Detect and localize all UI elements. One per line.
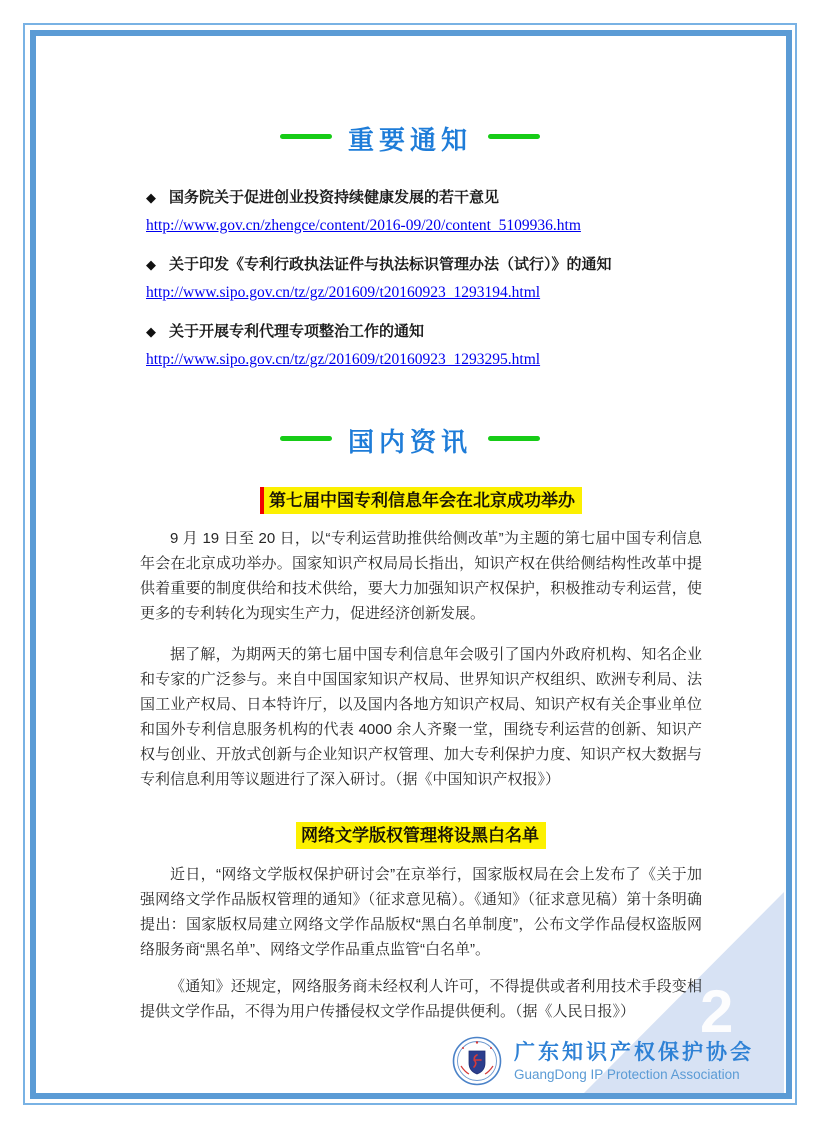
org-name-chinese: 广东知识产权保护协会	[514, 1040, 754, 1064]
section-header-important-notice	[36, 120, 784, 157]
notice-title: 国务院关于促进创业投资持续健康发展的若干意见	[169, 189, 500, 206]
notice-title: 关于开展专利代理专项整治工作的通知	[169, 323, 425, 340]
page-content	[36, 36, 784, 1094]
section-title: 重要通知	[347, 125, 472, 155]
article-headline: 网络文学版权管理将设黑白名单	[296, 822, 546, 849]
notice-item	[146, 321, 726, 370]
footer	[452, 1036, 754, 1086]
article-headline-row	[140, 487, 702, 514]
page-number: 2	[700, 978, 734, 1045]
article-headline-row	[140, 822, 702, 849]
notice-title-row	[146, 187, 726, 208]
notice-list	[146, 187, 726, 370]
association-logo-icon	[452, 1036, 502, 1086]
header-dash-right	[488, 436, 540, 441]
article-paragraph: 《通知》还规定，网络服务商未经权利人许可，不得提供或者利用技术手段变相提供文学作品，不得为用户传播侵权文学作品提供便利。（据《人民日报》）	[140, 978, 702, 1020]
header-dash-left	[280, 436, 332, 441]
article-paragraph: 据了解，为期两天的第七届中国专利信息年会吸引了国内外政府机构、知名企业和专家的广泛参与。来自中国国家知识产权局、世界知识产权组织、欧洲专利局、法国工业产权局、日本特许厅，以及国内各地方知识产权局、知识产权有关企事业单位和国外专利信息服务机构的代表 4000 余人齐聚一堂，围绕专利运营的创新、知识产权与创业、开放式创新与企业知识产权管理、加大专利保护力度、知识产权大数据与专利信息利用等议题进行了深入研讨。（据《中国知识产权报》）	[140, 646, 702, 788]
section-header-domestic-news	[36, 422, 784, 459]
notice-link[interactable]: http://www.sipo.gov.cn/tz/gz/201609/t20160923_1293295.html	[146, 351, 541, 368]
notice-link[interactable]: http://www.sipo.gov.cn/tz/gz/201609/t20160923_1293194.html	[146, 284, 541, 301]
article-paragraph: 近日，“网络文学版权保护研讨会”在京举行，国家版权局在会上发布了《关于加强网络文学作品版权管理的通知》（征求意见稿）。《通知》（征求意见稿）第十条明确提出：国家版权局建立网络文学作品版权“黑白名单制度”，公布文学作品侵权盗版网络服务商“黑名单”、网络文学作品重点监管“白名单”。	[140, 866, 702, 958]
header-dash-left	[280, 134, 332, 139]
org-name-english: GuangDong IP Protection Association	[514, 1066, 740, 1082]
footer-org-names	[514, 1040, 754, 1083]
diamond-bullet-icon: ◆	[146, 190, 156, 205]
notice-item	[146, 187, 726, 236]
article-headline: 第七届中国专利信息年会在北京成功举办	[260, 487, 582, 514]
notice-link[interactable]: http://www.gov.cn/zhengce/content/2016-09/20/content_5109936.htm	[146, 217, 581, 234]
diamond-bullet-icon: ◆	[146, 324, 156, 339]
notice-title-row	[146, 254, 726, 275]
article-paragraph: 9 月 19 日至 20 日，以“专利运营助推供给侧改革”为主题的第七届中国专利信息年会在北京成功举办。国家知识产权局局长指出，知识产权在供给侧结构性改革中提供着重要的制度供给和技术供给，要大力加强知识产权保护，积极推动专利运营，使更多的专利转化为现实生产力，促进经济创新发展。	[140, 530, 702, 622]
section-title: 国内资讯	[347, 427, 472, 457]
notice-title-row	[146, 321, 726, 342]
notice-title: 关于印发《专利行政执法证件与执法标识管理办法（试行）》的通知	[169, 256, 612, 273]
article-column	[140, 487, 702, 1024]
diamond-bullet-icon: ◆	[146, 257, 156, 272]
notice-item	[146, 254, 726, 303]
header-dash-right	[488, 134, 540, 139]
